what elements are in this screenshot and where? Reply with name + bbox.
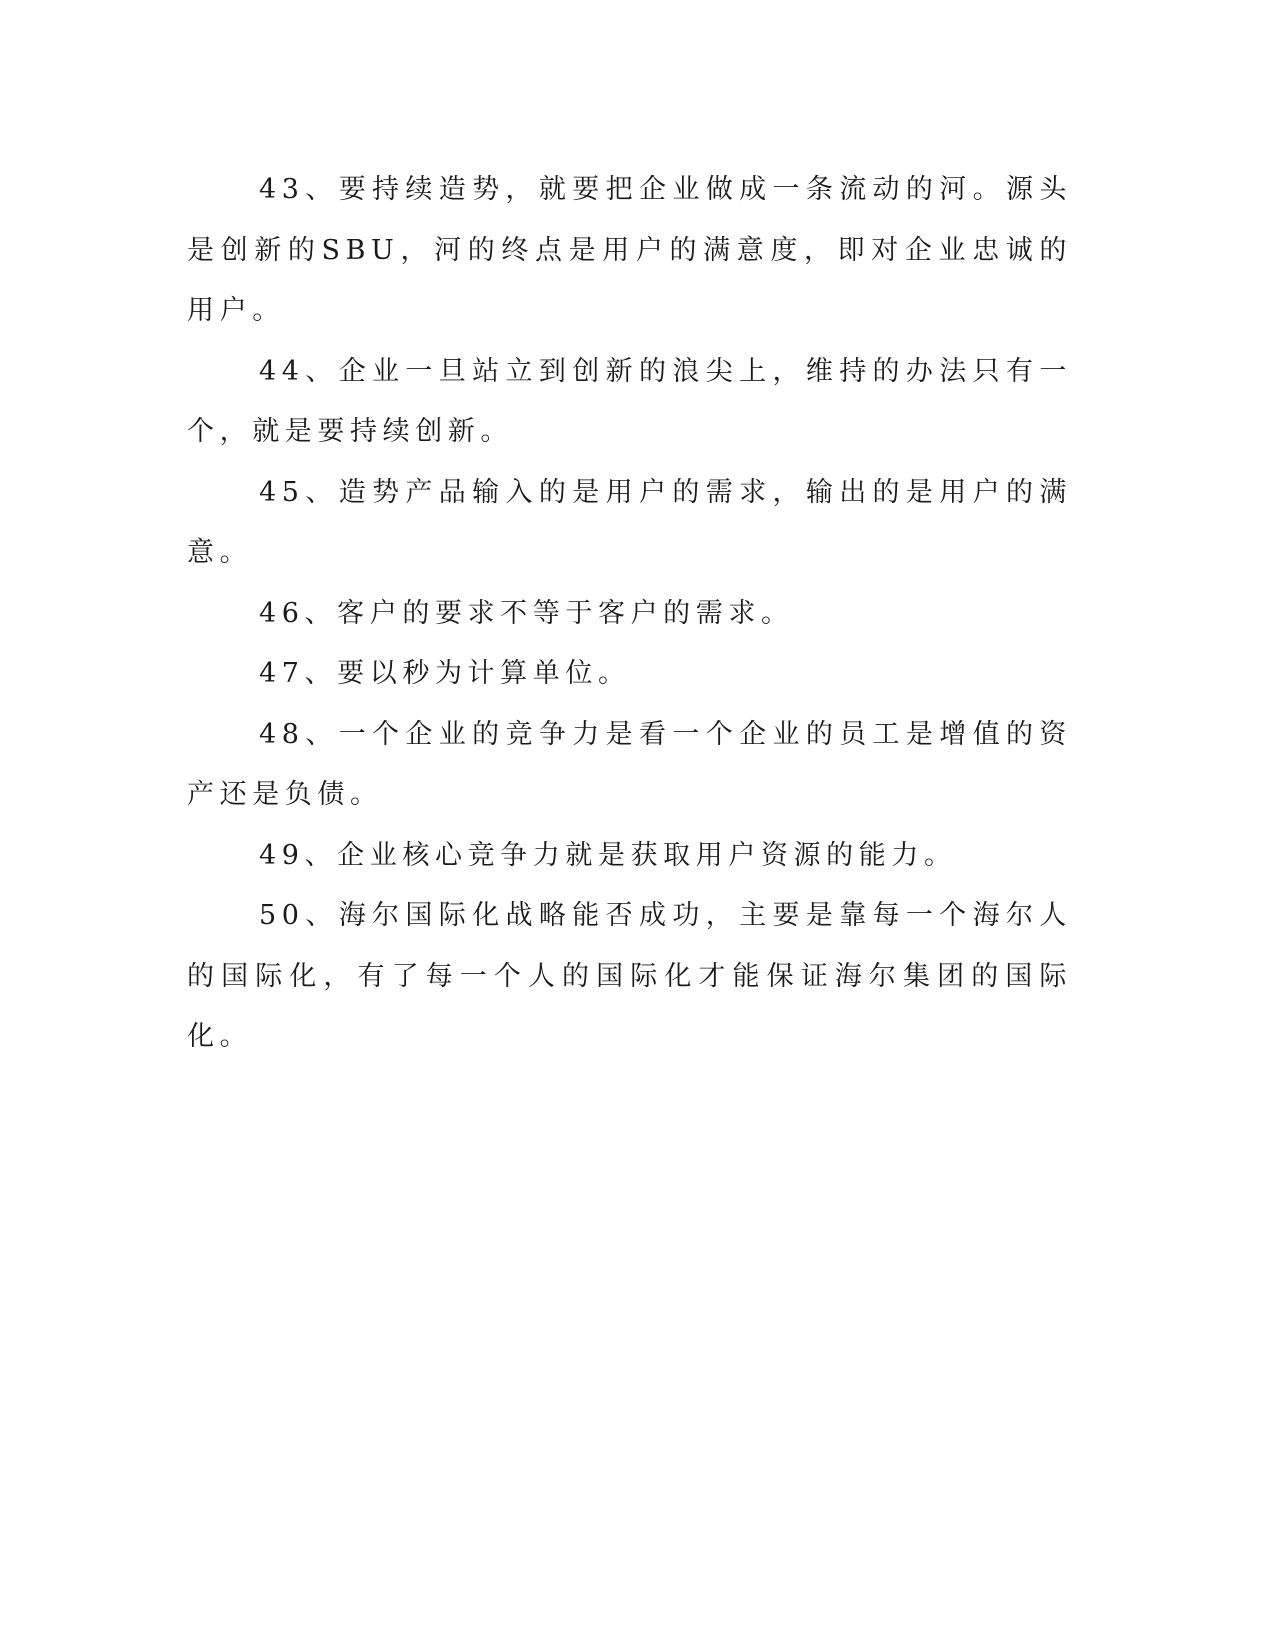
paragraph-50: 50、海尔国际化战略能否成功，主要是靠每一个海尔人的国际化，有了每一个人的国际化才能保证海尔集团的国际化。 xyxy=(187,900,1072,1052)
paragraph-48: 48、一个企业的竞争力是看一个企业的员工是增值的资产还是负债。 xyxy=(187,718,1072,810)
paragraph-43: 43、要持续造势，就要把企业做成一条流动的河。源头是创新的SBU，河的终点是用户的满意度，即对企业忠诚的用户。 xyxy=(187,174,1072,326)
paragraph-45: 45、造势产品输入的是用户的需求，输出的是用户的满意。 xyxy=(187,476,1072,568)
paragraph-49: 49、企业核心竞争力就是获取用户资源的能力。 xyxy=(259,839,957,871)
document-body xyxy=(187,160,1072,1068)
paragraph-46: 46、客户的要求不等于客户的需求。 xyxy=(259,597,794,629)
paragraph-47: 47、要以秒为计算单位。 xyxy=(259,658,631,689)
paragraph-44: 44、企业一旦站立到创新的浪尖上，维持的办法只有一个，就是要持续创新。 xyxy=(187,355,1072,447)
